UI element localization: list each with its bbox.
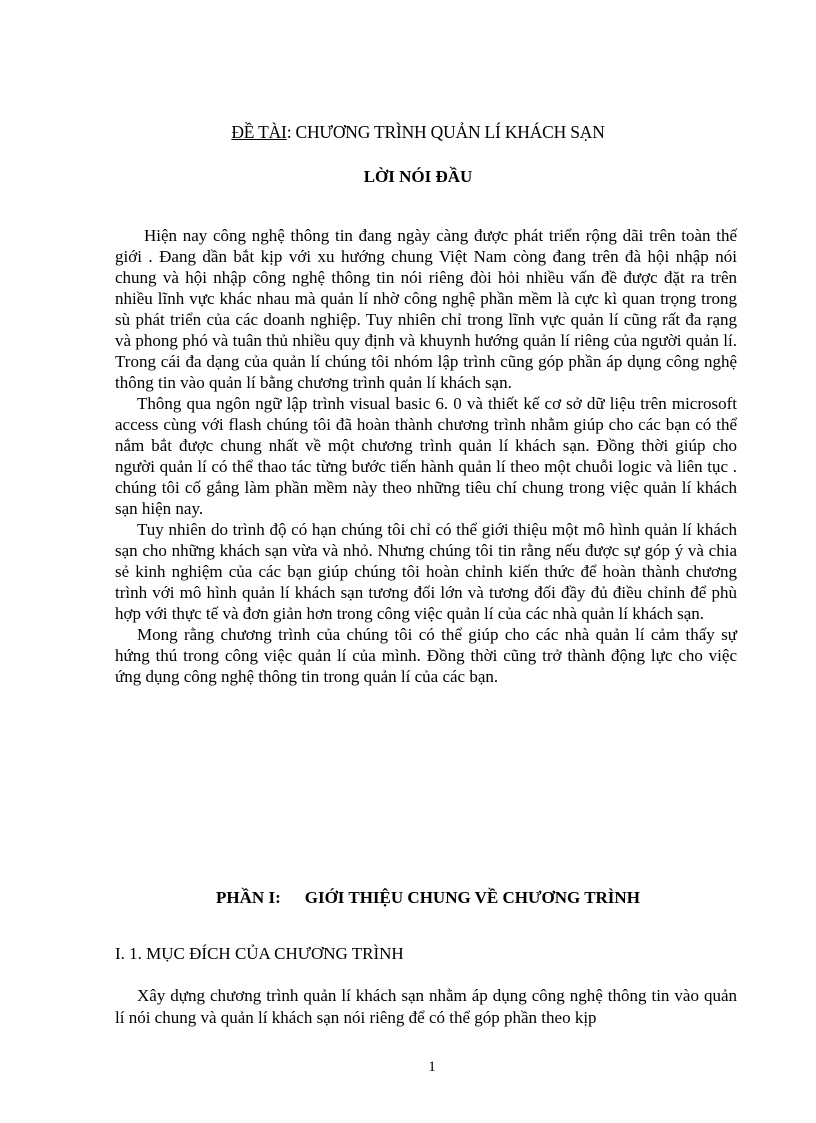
- preface-body: [115, 225, 737, 687]
- section-heading: I. 1. MỤC ĐÍCH CỦA CHƯƠNG TRÌNH: [115, 944, 404, 963]
- title-prefix: ĐỀ TÀI: [231, 122, 287, 142]
- paragraph-3: Tuy nhiên do trình độ có hạn chúng tôi chỉ có thể giới thiệu một mô hình quản lí khách sạn cho những khách sạn vừa và nhỏ. Nhưng chúng tôi tin rằng nếu được sự góp ý và chia sẻ kinh nghiệm của các bạn giúp chúng tôi hoàn chỉnh kiến thức để hoàn thành chương trình với mô hình quản lí khách sạn tương đối lớn và tương đối đầy đủ điều chỉnh để phù hợp với thực tế và đơn giản hơn trong công việc quản lí của các nhà quản lí khách sạn.: [115, 520, 737, 623]
- page-number: 1: [428, 1059, 436, 1075]
- section-paragraph: Xây dựng chương trình quản lí khách sạn nhằm áp dụng công nghệ thông tin vào quản lí nói chung và quản lí khách sạn nói riêng để có thể góp phần theo kịp: [115, 986, 737, 1027]
- paragraph-2: Thông qua ngôn ngữ lập trình visual basic 6. 0 và thiết kế cơ sở dữ liệu trên microsoft access cùng với flash chúng tôi đã hoàn thành chương trình nhằm giúp cho các bạn có thể nắm bắt được chung nhất về một chương trình quản lí khách sạn. Đồng thời giúp cho người quản lí có thể thao tác từng bước tiến hành quản lí theo một chuỗi logic và liên tục . chúng tôi cố gắng làm phần mềm này theo những tiêu chí chung trong việc quản lí khách sạn hiện nay.: [115, 394, 737, 518]
- part-heading: [0, 888, 816, 908]
- part-title: GIỚI THIỆU CHUNG VỀ CHƯƠNG TRÌNH: [304, 888, 640, 907]
- preface-heading: LỜI NÓI ĐẦU: [363, 167, 473, 186]
- paragraph-1: Hiện nay công nghệ thông tin đang ngày càng được phát triển rộng dãi trên toàn thế giới . Đang dần bắt kịp với xu hướng chung Việt Nam còng đang trên đà hội nhập nói chung và hội nhập công nghệ thông tin nói riêng đòi hỏi nhiều vấn đề được đặt ra trên nhiều lĩnh vực khác nhau mà quản lí nhờ công nghệ phần mềm là cực kì quan trọng trong sù phát triển của các doanh nghiệp. Tuy nhiên chỉ trong lĩnh vực quản lí cũng rất đa rạng và phong phó và tuân thủ nhiều quy định và khuynh hướng quản lí riêng của người quản lí. Trong cái đa dạng của quản lí chúng tôi nhóm lập trình cũng góp phần áp dụng công nghệ thông tin vào quản lí bằng chương trình quản lí khách sạn.: [115, 226, 737, 392]
- paragraph-4: Mong rằng chương trình của chúng tôi có thể giúp cho các nhà quản lí cảm thấy sự hứng thú trong công việc quản lí của mình. Đồng thời cũng trở thành động lực cho việc ứng dụng công nghệ thông tin trong quản lí của các bạn.: [115, 625, 737, 686]
- document-title: [0, 122, 816, 143]
- section-body: [115, 985, 737, 1029]
- part-label: PHẦN I:: [216, 888, 281, 907]
- title-rest: : CHƯƠNG TRÌNH QUẢN LÍ KHÁCH SẠN: [286, 122, 605, 142]
